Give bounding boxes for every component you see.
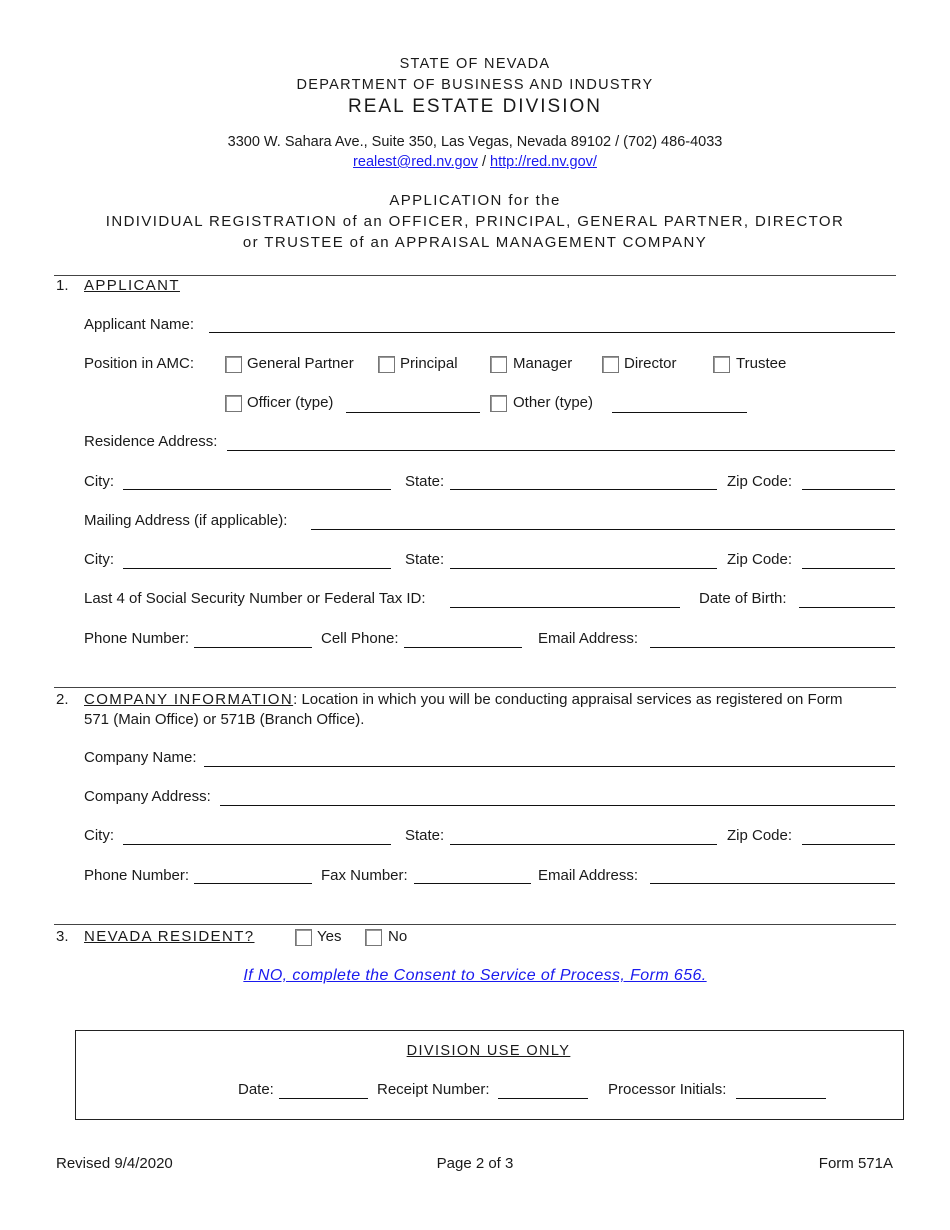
- page-number: Page 2 of 3: [436, 1155, 514, 1172]
- trustee-label: Trustee: [736, 355, 787, 372]
- division-use-heading: DIVISION USE ONLY: [406, 1043, 571, 1059]
- company-state-label: State:: [405, 827, 445, 844]
- dob-label: Date of Birth:: [699, 590, 787, 607]
- company-zip-field[interactable]: [802, 844, 895, 845]
- manager-checkbox[interactable]: [490, 356, 507, 373]
- ssn-label: Last 4 of Social Security Number or Federal Tax ID:: [84, 590, 426, 607]
- email-link[interactable]: realest@red.nv.gov: [353, 154, 478, 170]
- company-name-label: Company Name:: [84, 749, 197, 766]
- phone-field[interactable]: [194, 647, 312, 648]
- division-date-label: Date:: [238, 1081, 274, 1098]
- residence-address-field[interactable]: [227, 450, 895, 451]
- department-name: DEPARTMENT OF BUSINESS AND INDUSTRY: [296, 77, 654, 93]
- other-label: Other (type): [513, 394, 594, 411]
- cell-field[interactable]: [404, 647, 522, 648]
- mailing-zip-field[interactable]: [802, 568, 895, 569]
- fax-field[interactable]: [414, 883, 531, 884]
- mailing-state-label: State:: [405, 551, 445, 568]
- company-city-field[interactable]: [123, 844, 391, 845]
- form-title-line2: INDIVIDUAL REGISTRATION of an OFFICER, PRINCIPAL, GENERAL PARTNER, DIRECTOR: [105, 213, 845, 230]
- company-zip-label: Zip Code:: [727, 827, 793, 844]
- section2-description: : Location in which you will be conducting appraisal services as registered on Form: [293, 691, 843, 708]
- email-field[interactable]: [650, 647, 895, 648]
- form-title-line3: or TRUSTEE of an APPRAISAL MANAGEMENT COMPANY: [242, 234, 708, 251]
- contact-links: [0, 154, 950, 170]
- division-address: 3300 W. Sahara Ave., Suite 350, Las Vegas, Nevada 89102 / (702) 486-4033: [227, 134, 723, 150]
- mailing-state-field[interactable]: [450, 568, 717, 569]
- applicant-name-field[interactable]: [209, 332, 895, 333]
- other-type-field[interactable]: [612, 412, 747, 413]
- phone-label: Phone Number:: [84, 630, 190, 647]
- consent-form-link[interactable]: If NO, complete the Consent to Service of Process, Form 656.: [243, 967, 707, 984]
- revised-date: Revised 9/4/2020: [56, 1155, 173, 1172]
- section2-rule: [54, 687, 896, 688]
- resident-no-label: No: [388, 928, 408, 945]
- receipt-field[interactable]: [498, 1098, 588, 1099]
- mailing-city-field[interactable]: [123, 568, 391, 569]
- mailing-zip-label: Zip Code:: [727, 551, 793, 568]
- section1-number: 1.: [56, 277, 69, 294]
- ssn-field[interactable]: [450, 607, 680, 608]
- section1-heading: APPLICANT: [84, 277, 180, 294]
- company-city-label: City:: [84, 827, 114, 844]
- company-phone-label: Phone Number:: [84, 867, 190, 884]
- section2-heading-line: [84, 691, 843, 708]
- section3-rule: [54, 924, 896, 925]
- initials-field[interactable]: [736, 1098, 826, 1099]
- link-separator: /: [481, 154, 486, 170]
- section2-heading: COMPANY INFORMATION: [84, 691, 294, 708]
- city-field[interactable]: [123, 489, 391, 490]
- section3-number: 3.: [56, 928, 69, 945]
- mailing-city-label: City:: [84, 551, 114, 568]
- applicant-name-label: Applicant Name:: [84, 316, 195, 333]
- resident-no-checkbox[interactable]: [365, 929, 382, 946]
- company-state-field[interactable]: [450, 844, 717, 845]
- mailing-address-field[interactable]: [311, 529, 895, 530]
- director-checkbox[interactable]: [602, 356, 619, 373]
- city-label: City:: [84, 473, 114, 490]
- cell-label: Cell Phone:: [321, 630, 399, 647]
- division-name: REAL ESTATE DIVISION: [348, 96, 602, 117]
- section3-heading: NEVADA RESIDENT?: [84, 928, 255, 945]
- company-name-field[interactable]: [204, 766, 895, 767]
- company-address-label: Company Address:: [84, 788, 211, 805]
- receipt-label: Receipt Number:: [377, 1081, 490, 1098]
- section1-rule: [54, 275, 896, 276]
- fax-label: Fax Number:: [321, 867, 408, 884]
- officer-type-field[interactable]: [346, 412, 480, 413]
- trustee-checkbox[interactable]: [713, 356, 730, 373]
- manager-label: Manager: [513, 355, 573, 372]
- form-title-line1: APPLICATION for the: [389, 192, 561, 209]
- section2-number: 2.: [56, 691, 69, 708]
- company-phone-field[interactable]: [194, 883, 312, 884]
- state-label: State:: [405, 473, 445, 490]
- state-field[interactable]: [450, 489, 717, 490]
- principal-label: Principal: [400, 355, 458, 372]
- mailing-address-label: Mailing Address (if applicable):: [84, 512, 288, 529]
- initials-label: Processor Initials:: [608, 1081, 727, 1098]
- position-label: Position in AMC:: [84, 355, 195, 372]
- officer-label: Officer (type): [247, 394, 334, 411]
- zip-field[interactable]: [802, 489, 895, 490]
- director-label: Director: [624, 355, 677, 372]
- company-email-label: Email Address:: [538, 867, 639, 884]
- dob-field[interactable]: [799, 607, 895, 608]
- division-date-field[interactable]: [279, 1098, 368, 1099]
- zip-label: Zip Code:: [727, 473, 793, 490]
- resident-yes-label: Yes: [317, 928, 342, 945]
- resident-yes-checkbox[interactable]: [295, 929, 312, 946]
- other-checkbox[interactable]: [490, 395, 507, 412]
- general-partner-checkbox[interactable]: [225, 356, 242, 373]
- state-name: STATE OF NEVADA: [399, 56, 551, 72]
- company-email-field[interactable]: [650, 883, 895, 884]
- residence-address-label: Residence Address:: [84, 433, 218, 450]
- general-partner-label: General Partner: [247, 355, 354, 372]
- section2-description-cont: 571 (Main Office) or 571B (Branch Office).: [84, 711, 365, 728]
- website-link[interactable]: http://red.nv.gov/: [490, 154, 597, 170]
- officer-checkbox[interactable]: [225, 395, 242, 412]
- company-address-field[interactable]: [220, 805, 895, 806]
- principal-checkbox[interactable]: [378, 356, 395, 373]
- form-number: Form 571A: [818, 1155, 893, 1172]
- email-label: Email Address:: [538, 630, 639, 647]
